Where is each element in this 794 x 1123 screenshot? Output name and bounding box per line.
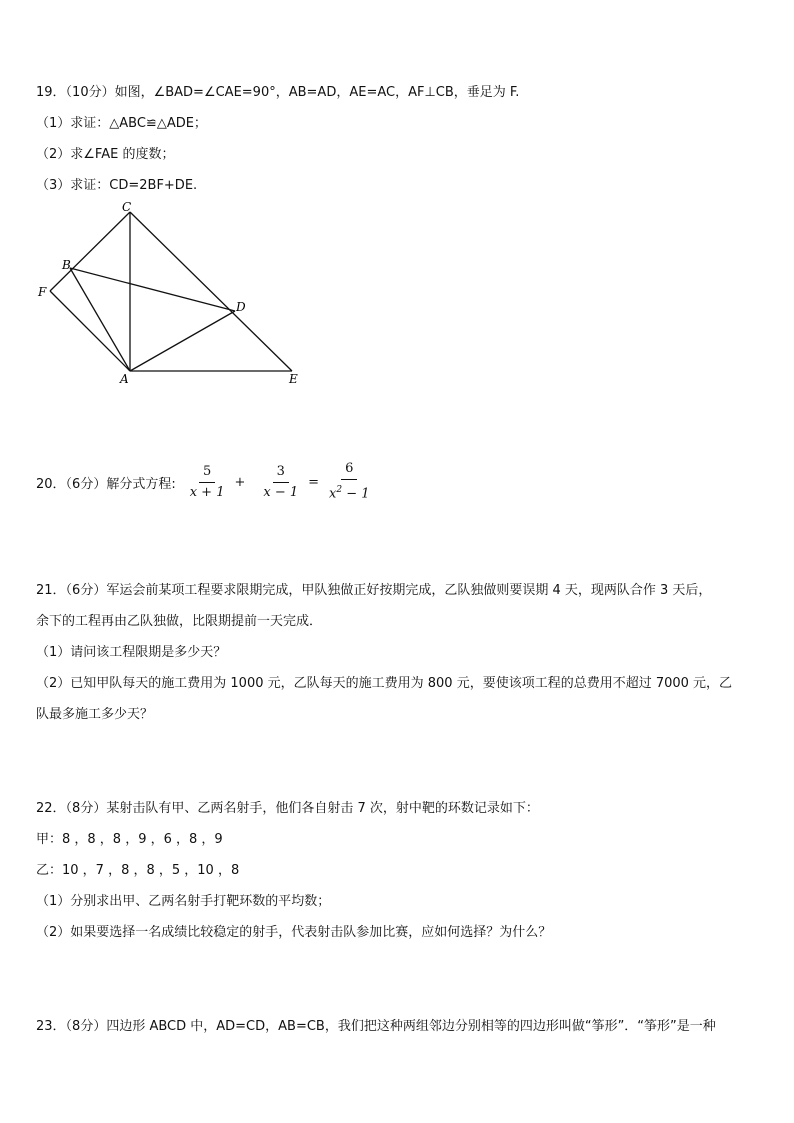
q19-header: 19．（10分）如图，∠BAD=∠CAE=90°，AB=AD，AE=AC，AF⊥CB，垂足为 F. [36,85,520,100]
q21-part2-line1: （2）已知甲队每天的施工费用为 1000 元，乙队每天的施工费用为 800 元，要使该项工程的总费用不超过 7000 元，乙 [36,676,733,691]
label-E: E [289,372,298,386]
q19-part1: （1）求证：△ABC≌△ADE； [36,116,207,131]
segment-FC [50,212,130,291]
denominator-base: x [329,486,337,502]
label-F: F [38,285,47,299]
fraction-1-numerator: 5 [199,464,215,483]
fraction-3-numerator: 6 [341,461,357,480]
q22-header: 22．（8分）某射击队有甲、乙两名射手，他们各自射击 7 次，射中靶的环数记录如下： [36,801,539,816]
denominator-rest: − 1 [342,486,370,502]
q21-part2-line2: 队最多施工多少天？ [36,707,154,722]
segment-BD [70,268,235,311]
fraction-term-1 [186,464,229,501]
q20-equation-row [36,460,376,504]
q23-header: 23．（8分）四边形 ABCD 中，AD=CD，AB=CB，我们把这种两组邻边分别相等的四边形叫做“筝形”．“筝形”是一种 [36,1019,716,1034]
q22-part2: （2）如果要选择一名成绩比较稳定的射手，代表射击队参加比赛，应如何选择？为什么？ [36,925,552,940]
q22-part1: （1）分别求出甲、乙两名射手打靶环数的平均数； [36,894,331,909]
q22-yi-scores: 乙：10 ，7 ，8 ，8 ，5 ，10 ，8 [36,863,240,878]
label-B: B [62,258,71,272]
label-C: C [122,200,132,214]
segment-AD [130,311,235,371]
q21-part1: （1）请问该工程限期是多少天？ [36,645,227,660]
label-D: D [236,300,246,314]
triangle-diagram [30,198,320,393]
label-A: A [120,372,129,386]
q19-part3: （3）求证：CD=2BF+DE. [36,178,198,193]
q19-geometry-figure [30,198,320,393]
plus-sign: + [234,474,246,490]
fraction-3-denominator [325,480,374,502]
fraction-1-denominator: x + 1 [189,484,225,500]
fraction-2-denominator: x − 1 [263,484,299,500]
fraction-2-numerator: 3 [273,464,289,483]
q21-line1: 21．（6分）军运会前某项工程要求限期完成，甲队独做正好按期完成，乙队独做则要误期 4 天，现两队合作 3 天后， [36,583,712,598]
q22-jia-scores: 甲：8 ，8 ，8 ，9 ，6 ，8 ，9 [36,832,223,847]
fraction-term-3 [325,461,374,502]
q19-part2: （2）求∠FAE 的度数； [36,147,175,162]
segment-CE [130,212,292,371]
equals-sign: = [308,474,320,490]
denominator-exponent: 2 [336,485,343,496]
q21-line2: 余下的工程再由乙队独做，比限期提前一天完成． [36,614,323,629]
fraction-term-2 [259,464,302,501]
q20-header: 20．（6分）解分式方程: [36,476,176,492]
